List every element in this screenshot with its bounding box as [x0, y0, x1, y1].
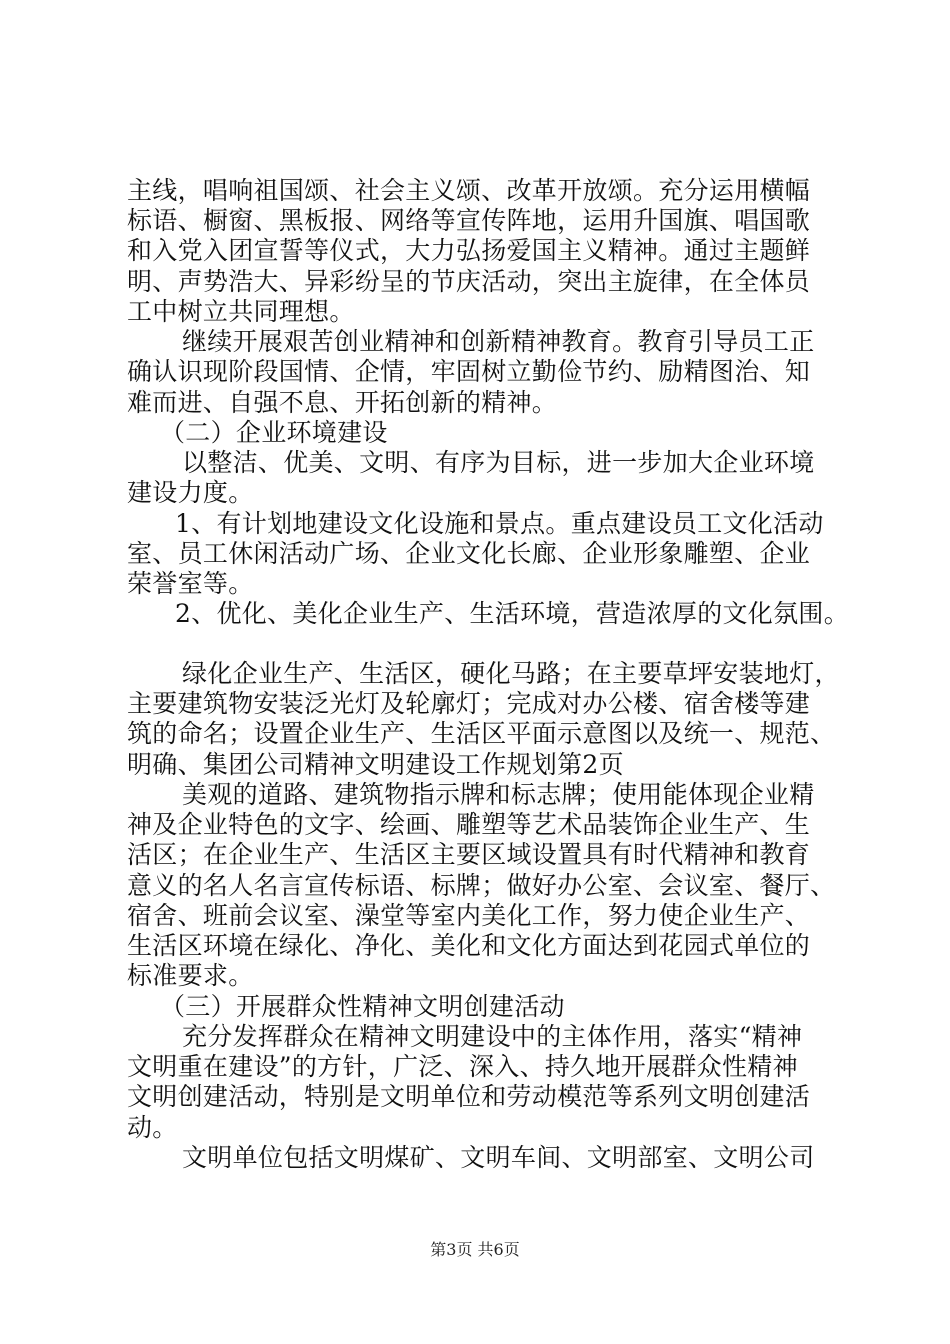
text-line: 文明创建活动，特别是文明单位和劳动模范等系列文明创建活	[127, 1082, 811, 1111]
text-line: 和入党入团宣誓等仪式，大力弘扬爱国主义精神。通过主题鲜	[127, 236, 811, 265]
text-line: 标准要求。	[127, 961, 254, 990]
text-line: 筑的命名；设置企业生产、生活区平面示意图以及统一、规范、	[127, 719, 836, 748]
section-heading: （三）开展群众性精神文明创建活动	[160, 992, 565, 1021]
text-line: 动。	[127, 1113, 178, 1142]
text-line: 难而进、自强不息、开拓创新的精神。	[127, 388, 558, 417]
text-line: 神及企业特色的文字、绘画、雕塑等艺术品装饰企业生产、生	[127, 810, 811, 839]
text-line: 确认识现阶段国情、企情，牢固树立勤俭节约、励精图治、知	[127, 357, 811, 386]
text-line: 1、有计划地建设文化设施和景点。重点建设员工文化活动	[175, 509, 824, 538]
text-line: 主线，唱响祖国颂、社会主义颂、改革开放颂。充分运用横幅	[127, 176, 811, 205]
page-footer: 第3页 共6页	[430, 1240, 520, 1259]
text-line: 美观的道路、建筑物指示牌和标志牌；使用能体现企业精	[182, 780, 815, 809]
text-line: 2、优化、美化企业生产、生活环境，营造浓厚的文化氛围。	[175, 599, 850, 628]
text-line: 活区；在企业生产、生活区主要区域设置具有时代精神和教育	[127, 840, 811, 869]
text-line: 以整洁、优美、文明、有序为目标，进一步加大企业环境	[182, 448, 815, 477]
text-line: 文明单位包括文明煤矿、文明车间、文明部室、文明公司	[182, 1143, 815, 1172]
text-line: 明、声势浩大、异彩纷呈的节庆活动，突出主旋律，在全体员	[127, 267, 811, 296]
text-line: 工中树立共同理想。	[127, 297, 355, 326]
text-line: 主要建筑物安装泛光灯及轮廓灯；完成对办公楼、宿舍楼等建	[127, 689, 811, 718]
section-heading: （二）企业环境建设	[160, 418, 388, 447]
text-line: 明确、集团公司精神文明建设工作规划第2页	[127, 750, 624, 779]
text-line: 充分发挥群众在精神文明建设中的主体作用，落实“精神	[182, 1022, 803, 1051]
text-line: 室、员工休闲活动广场、企业文化长廊、企业形象雕塑、企业	[127, 539, 811, 568]
text-line: 继续开展艰苦创业精神和创新精神教育。教育引导员工正	[182, 327, 815, 356]
text-line: 绿化企业生产、生活区，硬化马路；在主要草坪安装地灯，	[182, 659, 840, 688]
text-line: 文明重在建设”的方针，广泛、深入、持久地开展群众性精神	[127, 1052, 798, 1081]
text-line: 宿舍、班前会议室、澡堂等室内美化工作，努力使企业生产、	[127, 901, 811, 930]
text-line: 意义的名人名言宣传标语、标牌；做好办公室、会议室、餐厅、	[127, 871, 836, 900]
text-line: 荣誉室等。	[127, 569, 254, 598]
text-line: 建设力度。	[127, 478, 254, 507]
text-line: 标语、橱窗、黑板报、网络等宣传阵地，运用升国旗、唱国歌	[127, 206, 811, 235]
text-line: 生活区环境在绿化、净化、美化和文化方面达到花园式单位的	[127, 931, 811, 960]
